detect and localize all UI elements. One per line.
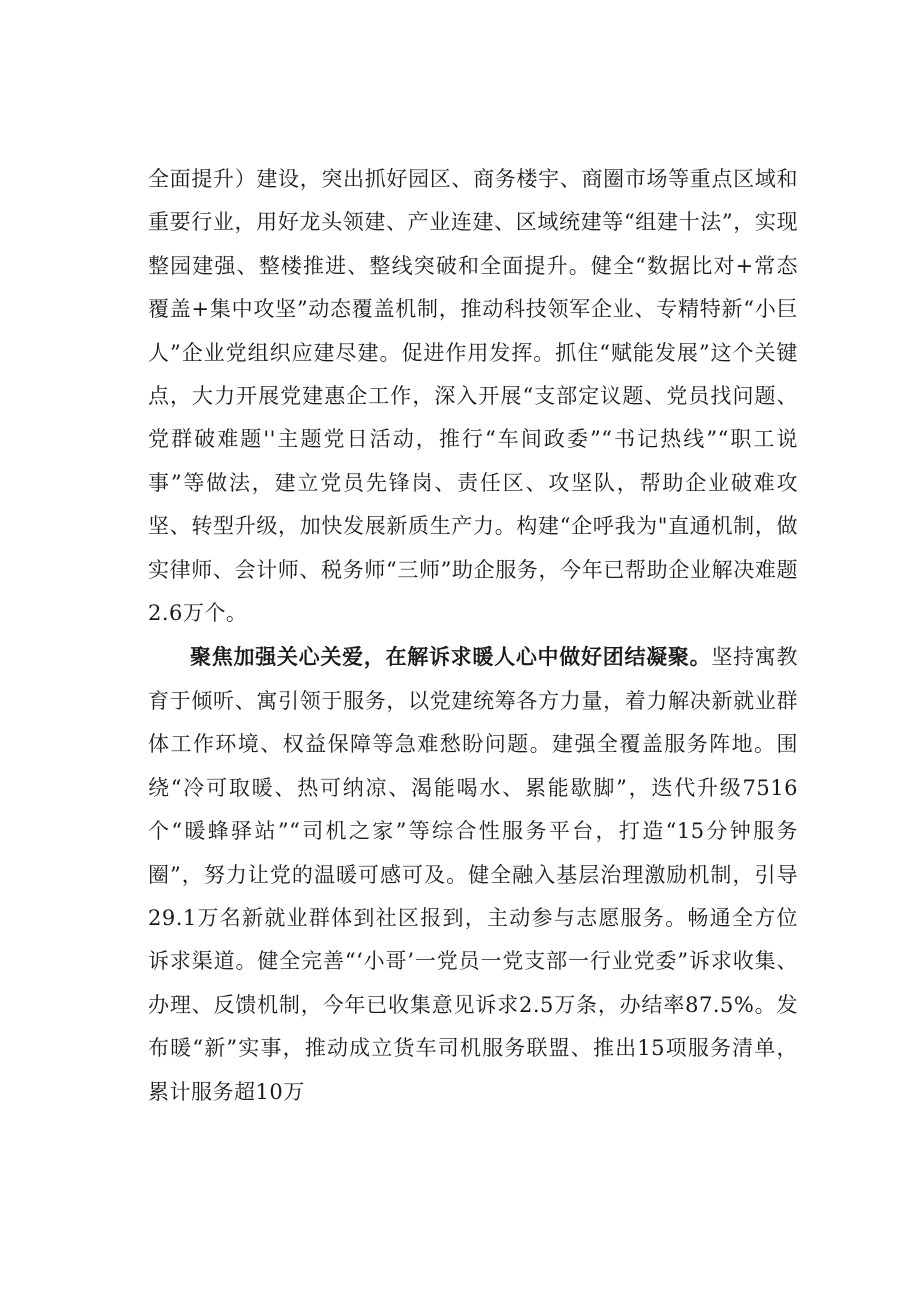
paragraph-2-heading: 聚焦加强关心关爱，在解诉求暖人心中做好团结凝聚。	[190, 644, 712, 670]
paragraph-2-body: 坚持寓教育于倾听、寓引领于服务，以党建统筹各方力量，着力解决新就业群体工作环境、权益保障等急难愁盼问题。建强全覆盖服务阵地。围绕“冷可取暖、热可纳凉、渴能喝水、累能歇脚”，迭代升级7516个“暖蜂驿站”“司机之家”等综合性服务平台，打造“15分钟服务圈”，努力让党的温暖可感可及。健全融入基层治理激励机制，引导29.1万名新就业群体到社区报到，主动参与志愿服务。畅通全方位诉求渠道。健全完善“‘小哥’一党员一党支部一行业党委”诉求收集、办理、反馈机制，今年已收集意见诉求2.5万条，办结率87.5%。发布暖“新”实事，推动成立货车司机服务联盟、推出15项服务清单，累计服务超10万	[148, 645, 799, 1104]
document-body	[148, 158, 798, 1114]
paragraph-2	[148, 635, 798, 1113]
paragraph-1: 全面提升）建设，突出抓好园区、商务楼宇、商圈市场等重点区域和重要行业，用好龙头领建、产业连建、区域统建等“组建十法”，实现整园建强、整楼推进、整线突破和全面提升。健全“数据比对+常态覆盖+集中攻坚”动态覆盖机制，推动科技领军企业、专精特新“小巨人”企业党组织应建尽建。促进作用发挥。抓住“赋能发展”这个关键点，大力开展党建惠企工作，深入开展“支部定议题、党员找问题、党群破难题''主题党日活动，推行“车间政委”“书记热线”“职工说事”等做法，建立党员先锋岗、责任区、攻坚队，帮助企业破难攻坚、转型升级，加快发展新质生产力。构建“企呼我为"直通机制，做实律师、会计师、税务师“三师”助企服务，今年已帮助企业解决难题2.6万个。	[148, 167, 798, 626]
